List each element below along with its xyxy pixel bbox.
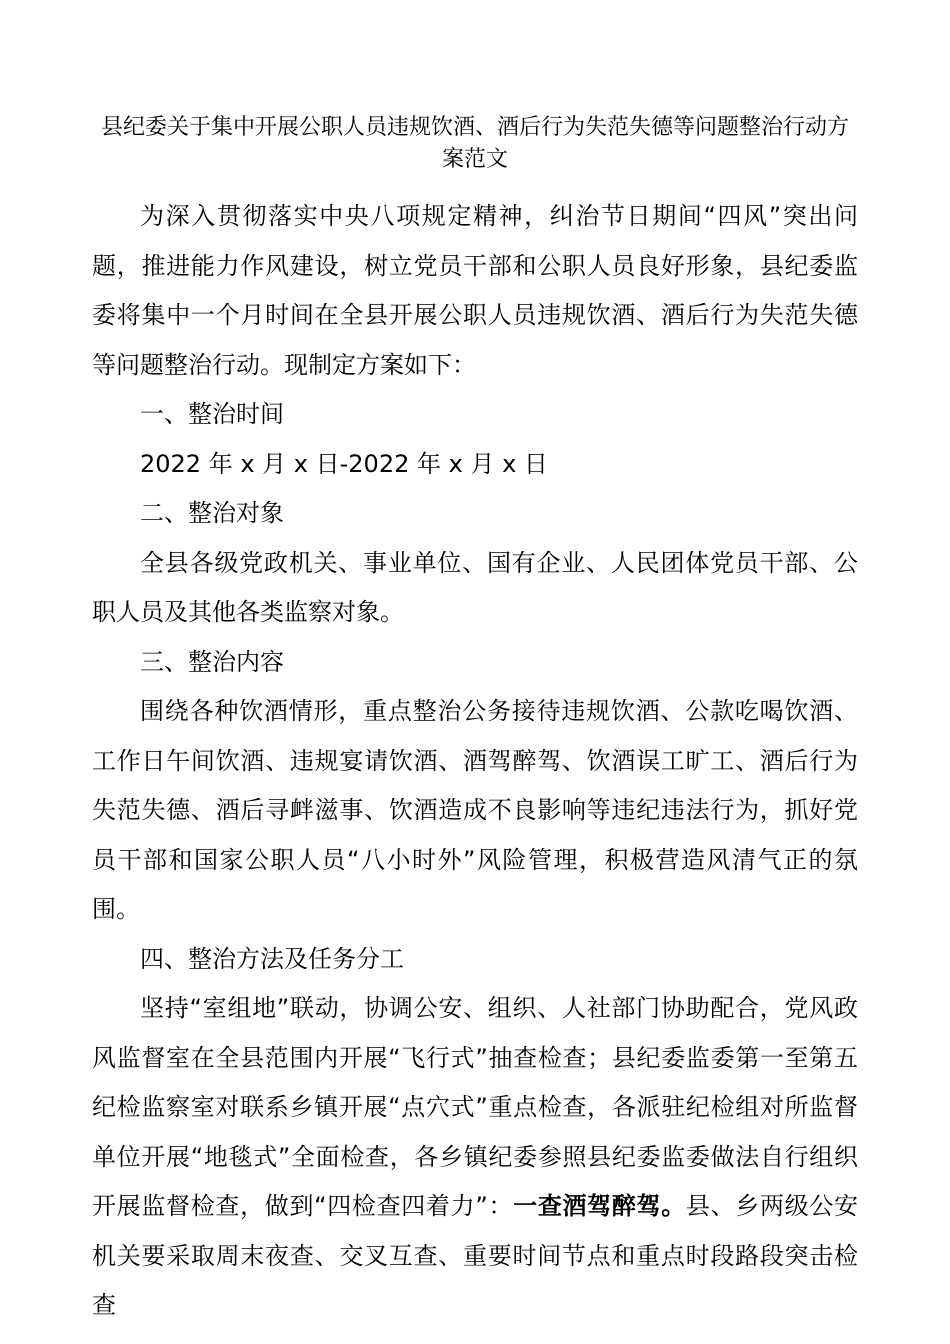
- section1-text: 2022 年 x 月 x 日-2022 年 x 月 x 日: [140, 449, 548, 478]
- document-title: 县纪委关于集中开展公职人员违规饮酒、酒后行为失范失德等问题整治行动方案范文: [100, 115, 849, 172]
- section4-text-b: 县、乡两级公安机关要采取周末夜查、交叉互查、重要时间节点和重点时段路段突击检查: [92, 1192, 859, 1319]
- section2-heading: 二、整治对象: [140, 499, 284, 527]
- intro-paragraph: 为深入贯彻落实中央八项规定精神，纠治节日期间“四风”突出问题，推进能力作风建设，树立党员干部和公职人员良好形象，县纪委监委将集中一个月时间在全县开展公职人员违规饮酒、酒后行为失范失德等问题整治行动。现制定方案如下：: [92, 202, 858, 379]
- document-body: [92, 192, 858, 1331]
- section4-heading: 四、整治方法及任务分工: [140, 944, 404, 973]
- section2-text: 全县各级党政机关、事业单位、国有企业、人民团体党员干部、公职人员及其他各类监察对象。: [92, 548, 858, 626]
- section1-heading: 一、整治时间: [140, 400, 284, 428]
- section4-paragraph: [92, 984, 858, 1331]
- section4-bold-heading: 一查酒驾醉驾。: [513, 1192, 686, 1220]
- section3-text: 围绕各种饮酒情形，重点整治公务接待违规饮酒、公款吃喝饮酒、工作日午间饮酒、违规宴请饮酒、酒驾醉驾、饮酒误工旷工、酒后行为失范失德、酒后寻衅滋事、饮酒造成不良影响等违纪违法行为，抓好党员干部和国家公职人员“八小时外”风险管理，积极营造风清气正的氛围。: [92, 697, 858, 923]
- section3-heading: 三、整治内容: [140, 647, 284, 676]
- section4-text-a: 坚持“室组地”联动，协调公安、组织、人社部门协助配合，党风政风监督室在全县范围内开展“飞行式”抽查检查；县纪委监委第一至第五纪检监察室对联系乡镇开展“点穴式”重点检查，各派驻纪检组对所监督单位开展“地毯式”全面检查，各乡镇纪委参照县纪委监委做法自行组织开展监督检查，做到“四检查四着力”：: [92, 994, 858, 1220]
